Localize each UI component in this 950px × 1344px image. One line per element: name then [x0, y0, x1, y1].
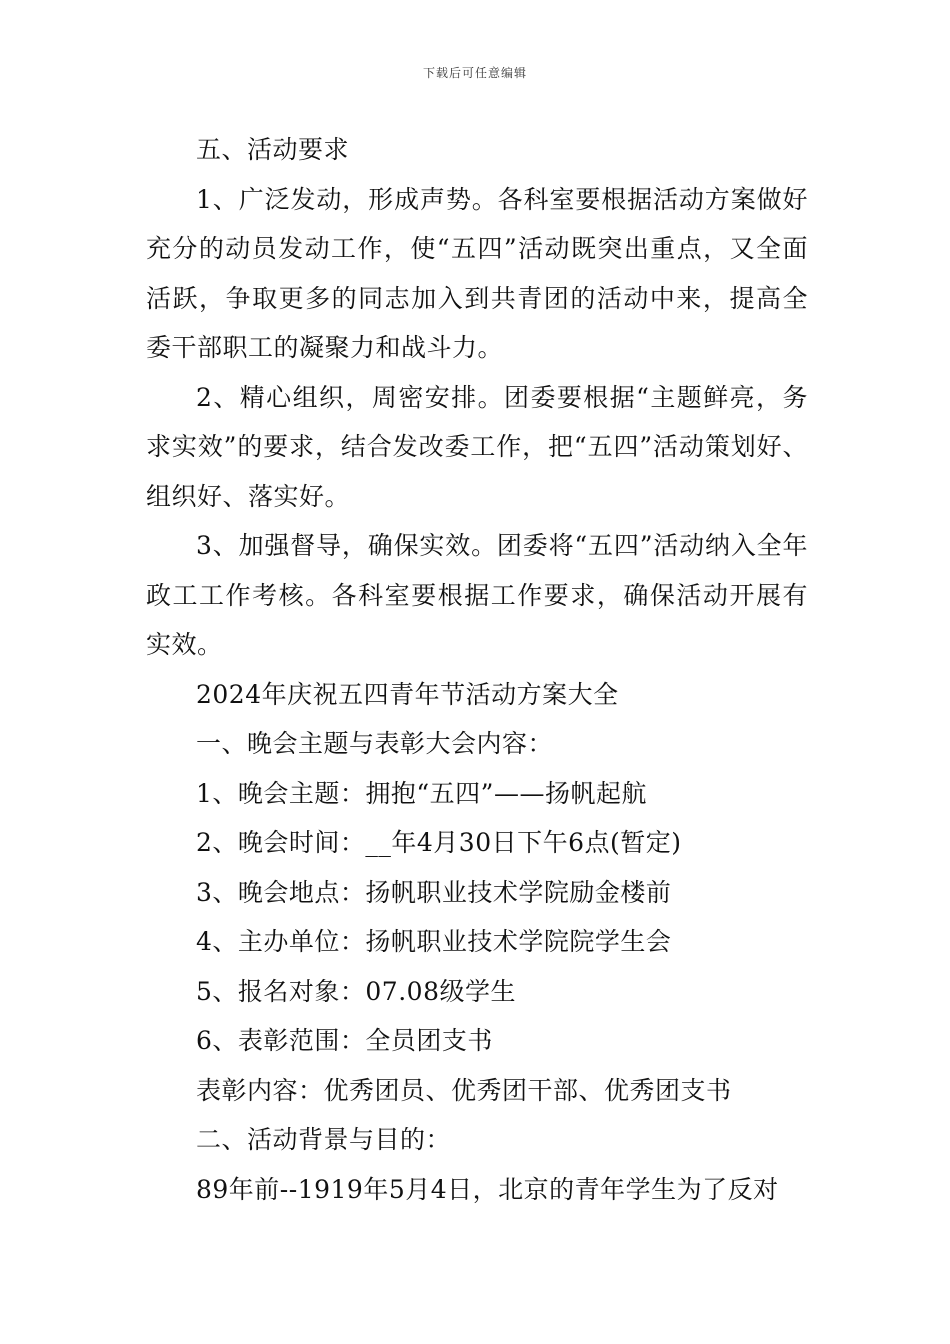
header-note: 下载后可任意编辑 [422, 66, 527, 80]
paragraph-background: 89年前--1919年5月4日，北京的青年学生为了反对 [196, 1174, 779, 1204]
item-participants: 5、报名对象：07.08级学生 [196, 976, 516, 1006]
paragraph-organize: 2、精心组织，周密安排。团委要根据“主题鲜亮，务求实效”的要求，结合发改委工作，把“五四”活动策划好、组织好、落实好。 [146, 382, 808, 511]
item-award-content: 表彰内容：优秀团员、优秀团干部、优秀团支书 [196, 1075, 732, 1105]
paragraph-supervise: 3、加强督导，确保实效。团委将“五四”活动纳入全年政工工作考核。各科室要根据工作要求，确保活动开展有实效。 [146, 531, 808, 659]
section-heading-background: 二、活动背景与目的： [196, 1125, 452, 1154]
item-organizer: 4、主办单位：扬帆职业技术学院院学生会 [196, 927, 672, 956]
section-heading-theme: 一、晚会主题与表彰大会内容： [196, 729, 554, 758]
item-theme: 1、晚会主题：拥抱“五四”——扬帆起航 [196, 778, 647, 808]
item-location: 3、晚会地点：扬帆职业技术学院励金楼前 [196, 877, 672, 907]
item-time: 2、晚会时间：__年4月30日下午6点(暂定) [196, 828, 682, 857]
document-title: 2024年庆祝五四青年节活动方案大全 [196, 679, 619, 709]
document-body [146, 125, 808, 1214]
item-award-scope: 6、表彰范围：全员团支书 [196, 1026, 493, 1055]
section-heading-requirements: 五、活动要求 [196, 135, 350, 164]
paragraph-mobilize: 1、广泛发动，形成声势。各科室要根据活动方案做好充分的动员发动工作，使“五四”活动既突出重点，又全面活跃，争取更多的同志加入到共青团的活动中来，提高全委干部职工的凝聚力和战斗力。 [146, 184, 808, 362]
